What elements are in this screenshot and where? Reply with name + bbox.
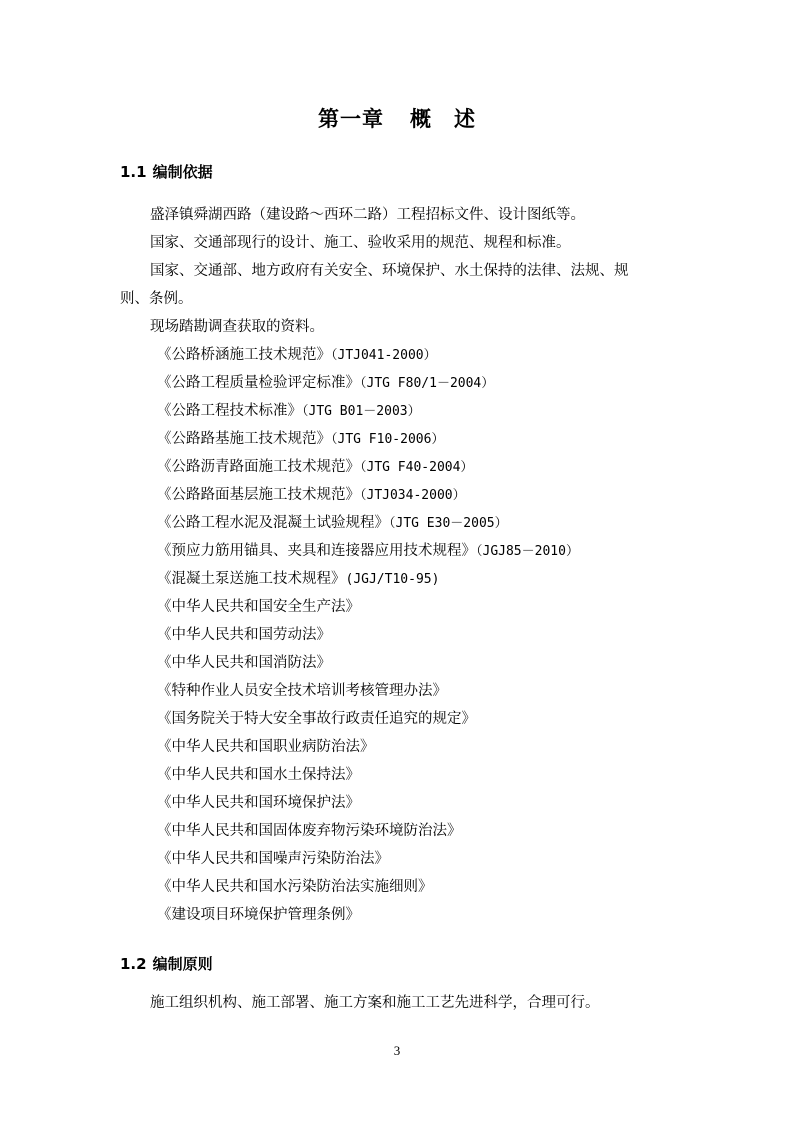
reference-item: 《中华人民共和国劳动法》 bbox=[157, 627, 331, 643]
paragraph-line: 则、条例。 bbox=[120, 291, 193, 307]
paragraph-line: 施工组织机构、施工部署、施工方案和施工工艺先进科学，合理可行。 bbox=[150, 995, 600, 1011]
reference-item: 《中华人民共和国环境保护法》 bbox=[157, 795, 360, 811]
reference-item: 《中华人民共和国水污染防治法实施细则》 bbox=[157, 879, 433, 895]
chapter-title-text: 概 述 bbox=[410, 107, 476, 131]
reference-item: 《公路桥涵施工技术规范》（JTJ041-2000） bbox=[157, 347, 437, 363]
reference-item: 《混凝土泵送施工技术规程》(JGJ/T10-95) bbox=[157, 571, 440, 587]
reference-item: 《中华人民共和国安全生产法》 bbox=[157, 599, 360, 615]
section-title: 编制原则 bbox=[152, 955, 213, 973]
paragraph-line: 现场踏勘调查获取的资料。 bbox=[150, 319, 324, 335]
reference-item: 《中华人民共和国消防法》 bbox=[157, 655, 331, 671]
reference-item: 《预应力筋用锚具、夹具和连接器应用技术规程》（JGJ85－2010） bbox=[157, 543, 579, 559]
reference-item: 《中华人民共和国固体废弃物污染环境防治法》 bbox=[157, 823, 462, 839]
reference-item: 《中华人民共和国噪声污染防治法》 bbox=[157, 851, 389, 867]
paragraph-line: 国家、交通部现行的设计、施工、验收采用的规范、规程和标准。 bbox=[150, 235, 571, 251]
reference-list bbox=[157, 341, 579, 929]
reference-item: 《公路路基施工技术规范》（JTG F10-2006） bbox=[157, 431, 445, 447]
reference-item: 《建设项目环境保护管理条例》 bbox=[157, 907, 360, 923]
paragraph-line: 国家、交通部、地方政府有关安全、环境保护、水土保持的法律、法规、规 bbox=[150, 263, 629, 279]
chapter-number-label: 第一章 bbox=[318, 107, 384, 131]
basis-paragraphs bbox=[120, 201, 680, 341]
reference-item: 《公路路面基层施工技术规范》（JTJ034-2000） bbox=[157, 487, 466, 503]
chapter-title bbox=[0, 103, 794, 133]
reference-item: 《中华人民共和国职业病防治法》 bbox=[157, 739, 375, 755]
reference-item: 《公路工程水泥及混凝土试验规程》（JTG E30－2005） bbox=[157, 515, 508, 531]
reference-item: 《公路沥青路面施工技术规范》（JTG F40-2004） bbox=[157, 459, 474, 475]
section-heading-1-1 bbox=[120, 161, 213, 182]
section-heading-1-2 bbox=[120, 953, 213, 974]
reference-item: 《公路工程质量检验评定标准》（JTG F80/1－2004） bbox=[157, 375, 495, 391]
reference-item: 《特种作业人员安全技术培训考核管理办法》 bbox=[157, 683, 447, 699]
principle-paragraph bbox=[120, 989, 680, 1017]
section-title: 编制依据 bbox=[152, 163, 213, 181]
paragraph-line: 盛泽镇舜湖西路（建设路～西环二路）工程招标文件、设计图纸等。 bbox=[150, 207, 585, 223]
reference-item: 《中华人民共和国水土保持法》 bbox=[157, 767, 360, 783]
section-number: 1.1 bbox=[120, 163, 147, 181]
reference-item: 《公路工程技术标准》（JTG B01－2003） bbox=[157, 403, 421, 419]
reference-item: 《国务院关于特大安全事故行政责任追究的规定》 bbox=[157, 711, 476, 727]
section-number: 1.2 bbox=[120, 955, 147, 973]
page-number: 3 bbox=[393, 1043, 401, 1058]
